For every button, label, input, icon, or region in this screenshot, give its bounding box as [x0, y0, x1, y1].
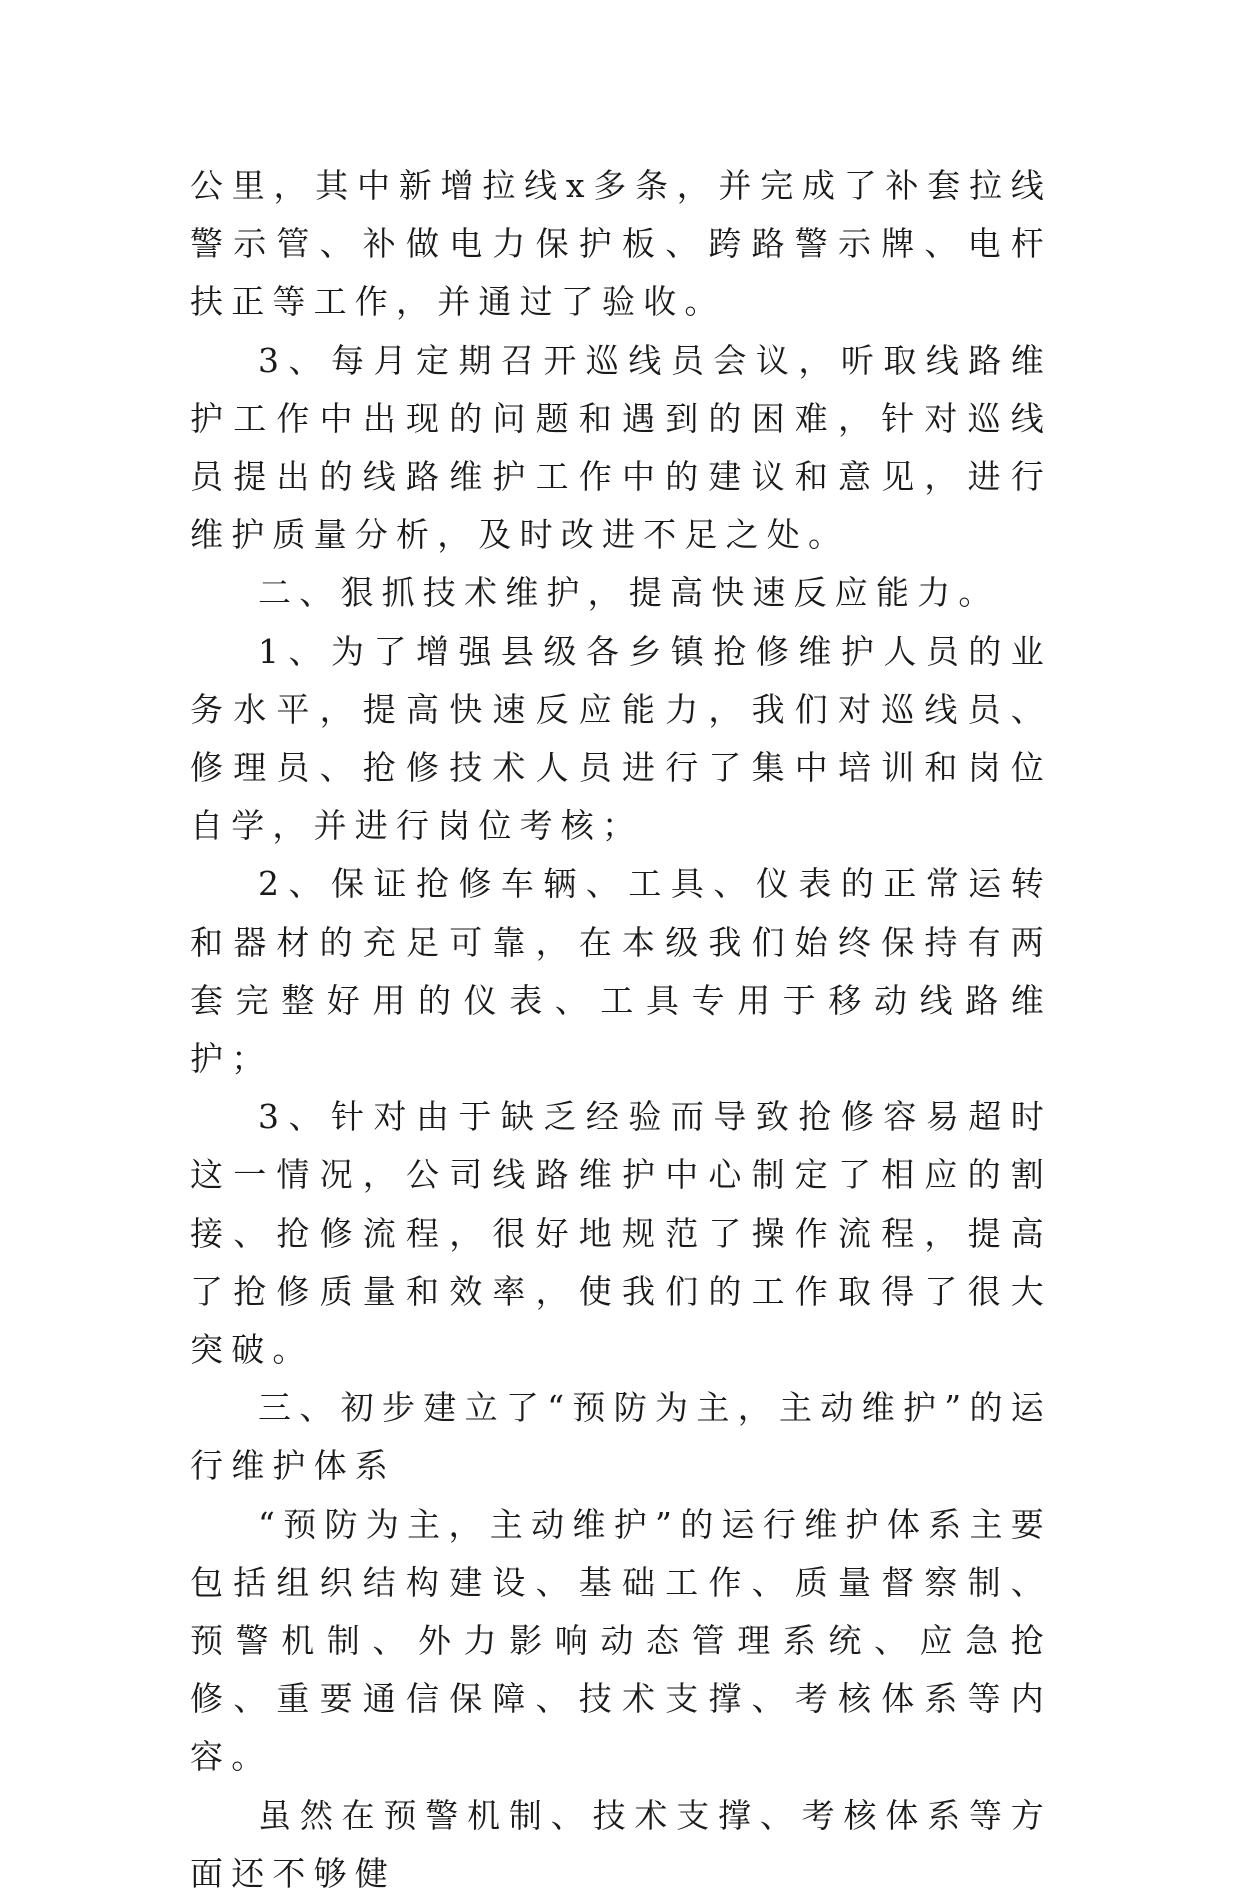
section-heading-2: 二、狠抓技术维护，提高快速反应能力。 [258, 573, 1000, 613]
paragraph-continuation: 公里，其中新增拉线x多条，并完成了补套拉线警示管、补做电力保护板、跨路警示牌、电杆扶正等工作，并通过了验收。 [190, 166, 1052, 322]
document-body [190, 157, 1052, 1903]
paragraph-item-3-meetings: 3、每月定期召开巡线员会议，听取线路维护工作中出现的问题和遇到的困难，针对巡线员提出的线路维护工作中的建议和意见，进行维护质量分析，及时改进不足之处。 [190, 340, 1052, 555]
section-heading-3: 三、初步建立了“预防为主，主动维护”的运行维护体系 [190, 1388, 1052, 1486]
paragraph-item-1-training: 1、为了增强县级各乡镇抢修维护人员的业务水平，提高快速反应能力，我们对巡线员、修理员、抢修技术人员进行了集中培训和岗位自学，并进行岗位考核； [190, 631, 1052, 846]
paragraph-item-2-equipment: 2、保证抢修车辆、工具、仪表的正常运转和器材的充足可靠，在本级我们始终保持有两套完整好用的仪表、工具专用于移动线路维护； [190, 864, 1052, 1079]
paragraph-system-description: “预防为主，主动维护”的运行维护体系主要包括组织结构建设、基础工作、质量督察制、预警机制、外力影响动态管理系统、应急抢修、重要通信保障、技术支撑、考核体系等内容。 [190, 1504, 1052, 1777]
paragraph-item-3-process: 3、针对由于缺乏经验而导致抢修容易超时这一情况，公司线路维护中心制定了相应的割接、抢修流程，很好地规范了操作流程，提高了抢修质量和效率，使我们的工作取得了很大突破。 [190, 1097, 1052, 1370]
paragraph-truncated: 虽然在预警机制、技术支撑、考核体系等方面还不够健 [190, 1795, 1052, 1893]
